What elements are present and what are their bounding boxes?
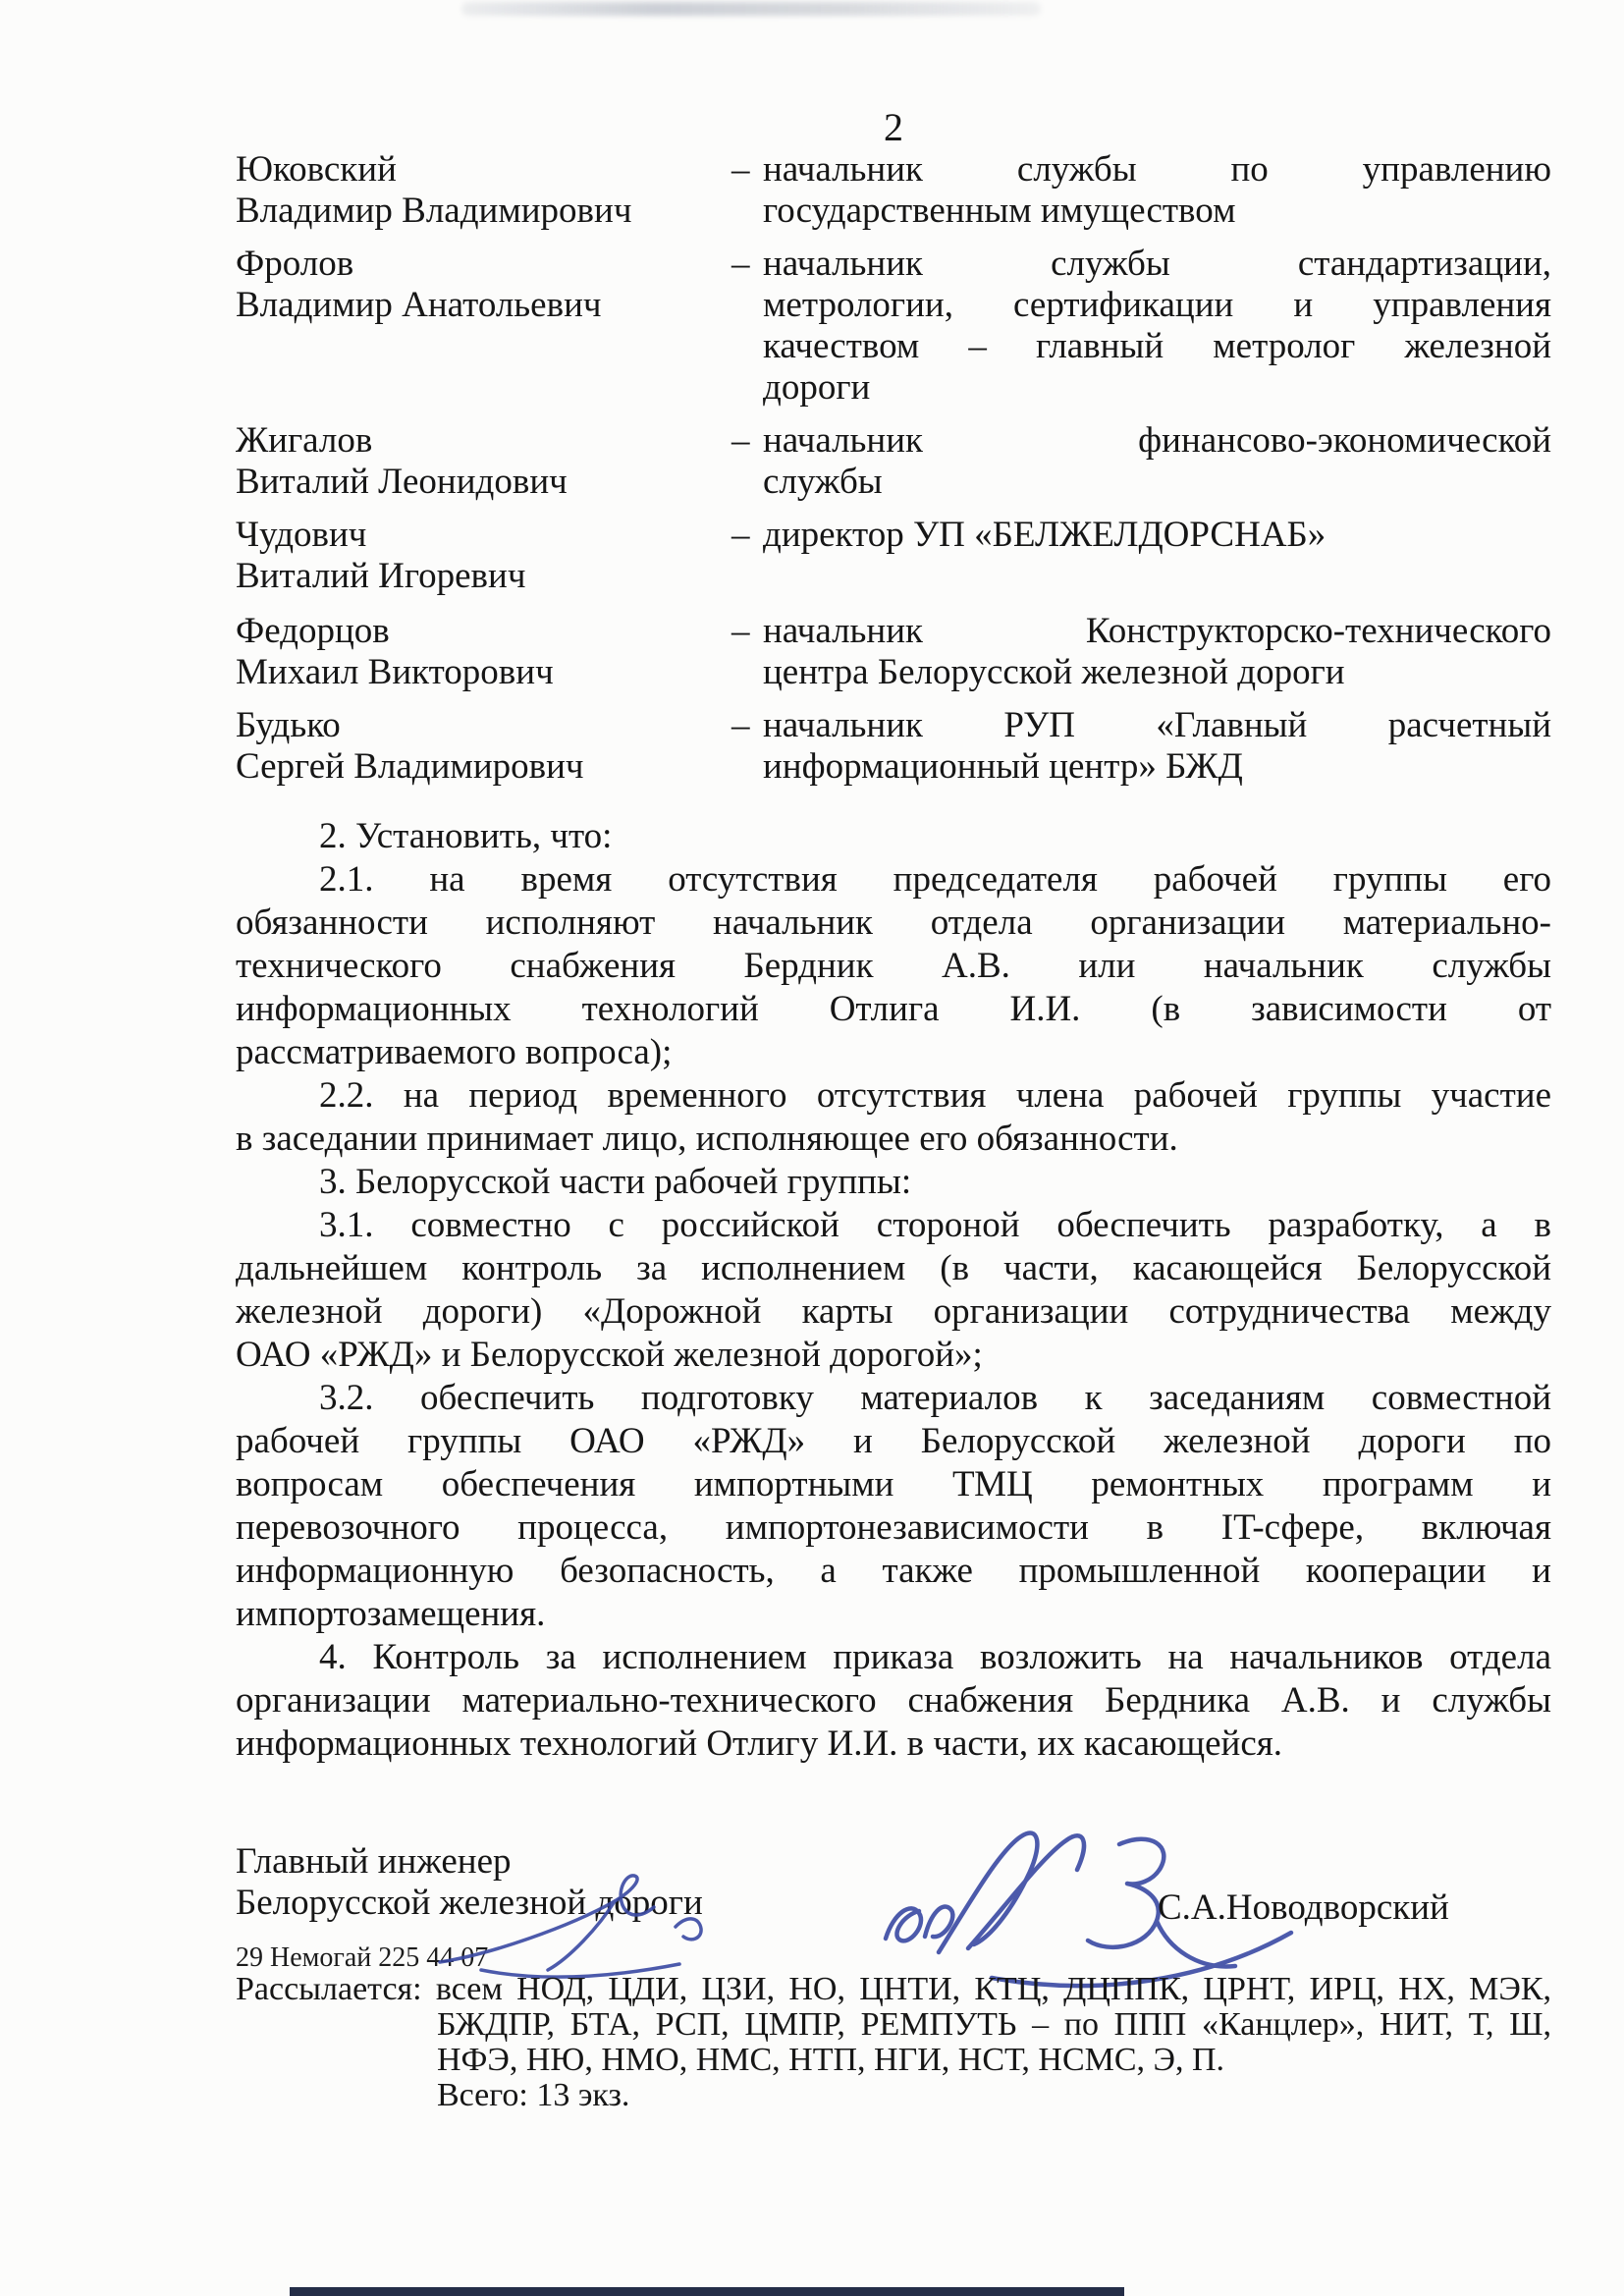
official-position: начальник службы по управлению государственным имуществом <box>763 149 1551 231</box>
dash-marker: – <box>731 420 750 461</box>
order-paragraph: 3. Белорусской части рабочей группы: <box>319 1162 912 1202</box>
official-position: начальник Конструкторско-технического центра Белорусской железной дороги <box>763 611 1551 692</box>
scan-artifact-bottom <box>290 2287 1124 2296</box>
official-position: начальник РУП «Главный расчетный информационный центр» БЖД <box>763 705 1551 787</box>
official-position: начальник финансово-экономической службы <box>763 420 1551 502</box>
dash-marker: – <box>731 244 750 284</box>
dash-marker: – <box>731 149 750 190</box>
official-row <box>236 149 1551 232</box>
order-paragraph: 3.1. совместно с российской стороной обеспечить разработку, а в дальнейшем контроль за исполнением (в части, касающейся Белорусской железной дороги) «Дорожной карты организации сотрудничества между ОАО «РЖД» и Белорусской железной дорогой»; <box>236 1205 1551 1375</box>
order-paragraph: 2. Установить, что: <box>319 816 613 856</box>
order-paragraph: 2.2. на период временного отсутствия члена рабочей группы участие в заседании принимает лицо, исполняющее его обязанности. <box>236 1075 1551 1159</box>
executor-initials-ink <box>422 1868 736 1986</box>
dash-marker: – <box>731 515 750 555</box>
official-name: Фролов Владимир Анатольевич <box>236 244 602 325</box>
official-row <box>236 611 1551 693</box>
officials-list <box>236 149 1551 799</box>
official-name: Жигалов Виталий Леонидович <box>236 420 568 502</box>
official-name: Чудович Виталий Игоревич <box>236 515 526 596</box>
official-position: директор УП «БЕЛЖЕЛДОРСНАБ» <box>763 515 1326 555</box>
official-row <box>236 705 1551 788</box>
signer-name: С.А.Новодворский <box>1158 1887 1449 1928</box>
order-paragraph: 2.1. на время отсутствия председателя рабочей группы его обязанности исполняют начальник отдела организации материально- технического снабжения Бердник А.В. или начальник службы информационных технологий Отлига И.И. (в зависимости от рассматриваемого вопроса); <box>236 859 1551 1072</box>
official-name: Юковский Владимир Владимирович <box>236 149 632 231</box>
order-paragraph: 3.2. обеспечить подготовку материалов к заседаниям совместной рабочей группы ОАО «РЖД» и Белорусской железной дороги по вопросам обеспечения импортными ТМЦ ремонтных программ и перевозочного процесса, импортонезависимости в IT-сфере, включая информационную безопасность, а также промышленной кооперации и импортозамещения. <box>236 1378 1551 1634</box>
signer-title: Главный инженер Белорусской железной дороги <box>236 1841 703 1923</box>
order-paragraph: 4. Контроль за исполнением приказа возложить на начальников отдела организации материально-технического снабжения Бердника А.В. и службы информационных технологий Отлигу И.И. в части, их касающейся. <box>236 1637 1551 1764</box>
official-row <box>236 515 1551 597</box>
page-number: 2 <box>884 105 903 149</box>
distribution-list: Рассылается: всем НОД, ЦДИ, ЦЗИ, НО, ЦНТИ, КТЦ, ДЦППК, ЦРНТ, ИРЦ, НХ, МЭК, БЖДПР, БТА, РСП, ЦМПР, РЕМПУТЬ – по ППП «Канцлер», НИТ, Т, Ш, НФЭ, НЮ, НМО, НМС, НТП, НГИ, НСТ, НСМС, Э, П. Всего: 13 экз. <box>236 1971 1551 2113</box>
dash-marker: – <box>731 705 750 745</box>
dash-marker: – <box>731 611 750 651</box>
official-row <box>236 420 1551 503</box>
scan-artifact-top <box>461 2 1041 16</box>
official-row <box>236 244 1551 409</box>
order-body <box>236 815 1551 1766</box>
official-name: Федорцов Михаил Викторович <box>236 611 554 692</box>
official-position: начальник службы стандартизации, метрологии, сертификации и управления качеством – главный метролог железной дороги <box>763 244 1551 408</box>
official-name: Будько Сергей Владимирович <box>236 705 584 787</box>
executor-note: 29 Немогай 225 44 07 <box>236 1942 489 1973</box>
